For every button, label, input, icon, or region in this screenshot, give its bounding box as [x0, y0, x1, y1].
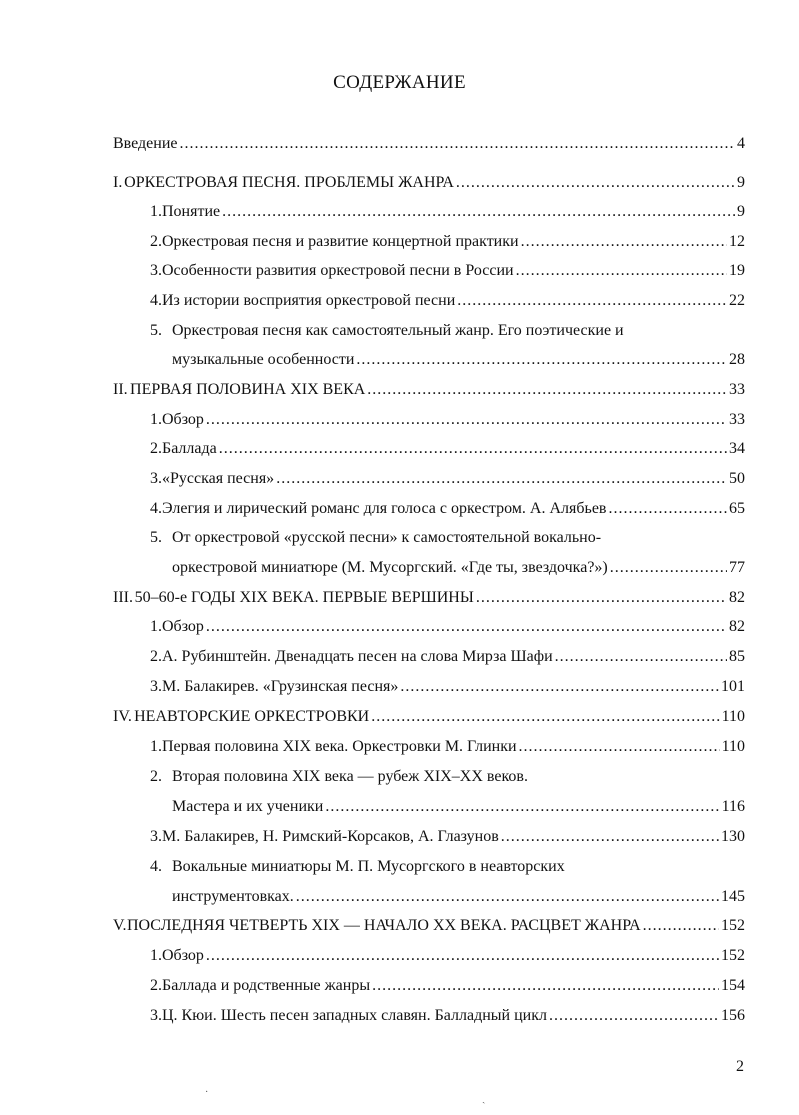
- toc-label: Оркестровая песня как самостоятельный жанр. Его поэтические и: [172, 322, 624, 339]
- chapter-number: V.: [113, 917, 127, 934]
- toc-page-number: 12: [729, 233, 745, 250]
- toc-label: Понятие: [162, 203, 221, 220]
- toc-item: [150, 826, 745, 848]
- item-number: 4.: [150, 292, 162, 309]
- toc-item: [150, 290, 745, 312]
- dot-leader: [608, 498, 727, 520]
- toc-page-number: 82: [729, 618, 745, 635]
- toc-page-number: 145: [721, 888, 745, 905]
- dot-leader: [476, 587, 727, 609]
- toc-page-number: 65: [729, 500, 745, 517]
- toc-page-number: 34: [729, 440, 745, 457]
- toc-page-number: 152: [721, 947, 745, 964]
- dot-leader: [400, 676, 719, 698]
- dot-leader: [516, 260, 727, 282]
- toc-item: [150, 438, 745, 460]
- toc-item: [150, 766, 745, 788]
- toc-label: ПЕРВАЯ ПОЛОВИНА XIX ВЕКА: [130, 381, 366, 398]
- dot-leader: [325, 796, 719, 818]
- toc-item: [150, 856, 745, 878]
- item-number: 1.: [150, 203, 162, 220]
- toc-item-continuation: [150, 886, 745, 908]
- dot-leader: [371, 706, 719, 728]
- toc-label: Вторая половина XIX века — рубеж XIX–XX веков.: [172, 768, 528, 785]
- item-number: 2.: [150, 977, 162, 994]
- toc-label: Элегия и лирический романс для голоса с оркестром. А. Алябьев: [162, 500, 607, 517]
- toc-label: Оркестровая песня и развитие концертной практики: [162, 233, 519, 250]
- toc-item: [150, 498, 745, 520]
- dot-leader: [457, 290, 727, 312]
- toc-chapter-5: [113, 915, 745, 937]
- dot-leader: [521, 231, 727, 253]
- dot-leader: [206, 409, 727, 431]
- chapter-number: III.: [113, 589, 133, 606]
- item-number: 1.: [150, 411, 162, 428]
- toc-page-number: 110: [721, 738, 745, 755]
- toc-chapter-4: [113, 706, 745, 728]
- dot-leader: [219, 438, 727, 460]
- dot-leader: [519, 736, 720, 758]
- item-number: 1.: [150, 947, 162, 964]
- toc-label: ПОСЛЕДНЯЯ ЧЕТВЕРТЬ XIX — НАЧАЛО XX ВЕКА. РАСЦВЕТ ЖАНРА: [127, 917, 641, 934]
- toc-page-number: 101: [721, 678, 745, 695]
- toc-item: [150, 736, 745, 758]
- dot-leader: [206, 945, 719, 967]
- dot-leader: [296, 886, 719, 908]
- toc-label: 50–60-е ГОДЫ XIX ВЕКА. ПЕРВЫЕ ВЕРШИНЫ: [134, 589, 474, 606]
- toc-label: Вокальные миниатюры М. П. Мусоргского в неавторских: [172, 858, 565, 875]
- toc-item: [150, 201, 745, 223]
- toc-label: Введение: [113, 135, 178, 152]
- toc-page-number: 28: [729, 351, 745, 368]
- item-number: 3.: [150, 678, 162, 695]
- dot-leader: [643, 915, 719, 937]
- toc-item-continuation: [150, 796, 745, 818]
- toc-page-number: 33: [729, 381, 745, 398]
- item-number: 1.: [150, 618, 162, 635]
- toc-page-number: 9: [737, 203, 745, 220]
- item-number: 4.: [150, 858, 162, 875]
- scan-speck: ·: [205, 1087, 209, 1098]
- toc-label: Баллада и родственные жанры: [162, 977, 371, 994]
- toc-page-number: 154: [721, 977, 745, 994]
- item-number: 3.: [150, 1007, 162, 1024]
- toc-label: Баллада: [162, 440, 217, 457]
- toc-page-number: 130: [721, 828, 745, 845]
- toc-label: оркестровой миниатюре (М. Мусоргский. «Где ты, звездочка?»): [172, 559, 608, 576]
- dot-leader: [549, 1005, 719, 1027]
- toc-page-number: 9: [737, 174, 745, 191]
- toc-page-number: 152: [721, 917, 745, 934]
- dot-leader: [367, 379, 727, 401]
- toc-label: «Русская песня»: [162, 470, 275, 487]
- toc-item: [150, 260, 745, 282]
- dot-leader: [501, 826, 719, 848]
- toc-item: [150, 1005, 745, 1027]
- toc-label: инструментовках.: [172, 888, 294, 905]
- toc-item: [150, 320, 745, 342]
- toc-page-number: 33: [729, 411, 745, 428]
- item-number: 1.: [150, 738, 162, 755]
- toc-label: М. Балакирев, Н. Римский-Корсаков, А. Глазунов: [162, 828, 499, 845]
- toc-label: Первая половина XIX века. Оркестровки М. Глинки: [162, 738, 517, 755]
- toc-label: Особенности развития оркестровой песни в России: [162, 262, 514, 279]
- toc-page-number: 82: [729, 589, 745, 606]
- dot-leader: [180, 133, 736, 155]
- item-number: 3.: [150, 262, 162, 279]
- toc-page-number: 116: [721, 798, 745, 815]
- toc-item: [150, 527, 745, 549]
- item-number: 5.: [150, 322, 162, 339]
- item-number: 3.: [150, 470, 162, 487]
- toc-label: ОРКЕСТРОВАЯ ПЕСНЯ. ПРОБЛЕМЫ ЖАНРА: [124, 174, 454, 191]
- item-number: 2.: [150, 648, 162, 665]
- toc-label: А. Рубинштейн. Двенадцать песен на слова Мирза Шафи: [162, 648, 553, 665]
- item-number: 4.: [150, 500, 162, 517]
- toc-page-number: 50: [729, 470, 745, 487]
- toc-item: [150, 231, 745, 253]
- item-number: 2.: [150, 233, 162, 250]
- toc-item: [150, 975, 745, 997]
- page-title: СОДЕРЖАНИЕ: [333, 72, 466, 93]
- dot-leader: [222, 201, 735, 223]
- dot-leader: [610, 557, 727, 579]
- toc-item: [150, 409, 745, 431]
- toc-item-continuation: [150, 349, 745, 371]
- page-number: 2: [736, 1058, 744, 1075]
- toc-item: [150, 616, 745, 638]
- toc-label: Ц. Кюи. Шесть песен западных славян. Балладный цикл: [162, 1007, 547, 1024]
- toc-label: От оркестровой «русской песни» к самостоятельной вокально-: [172, 529, 602, 546]
- toc-item: [150, 945, 745, 967]
- toc-chapter-2: [113, 379, 745, 401]
- toc-item-continuation: [150, 557, 745, 579]
- toc-label: М. Балакирев. «Грузинская песня»: [162, 678, 399, 695]
- dot-leader: [456, 172, 735, 194]
- item-number: 2.: [150, 440, 162, 457]
- toc-page-number: 4: [737, 135, 745, 152]
- toc-label: Обзор: [162, 411, 204, 428]
- toc-entry-intro: [113, 133, 745, 155]
- toc-label: Обзор: [162, 618, 204, 635]
- toc-label: Мастера и их ученики: [172, 798, 324, 815]
- toc-page-number: 22: [729, 292, 745, 309]
- dot-leader: [356, 349, 727, 371]
- dot-leader: [372, 975, 719, 997]
- toc-label: НЕАВТОРСКИЕ ОРКЕСТРОВКИ: [134, 708, 370, 725]
- toc-chapter-3: [113, 587, 745, 609]
- toc-chapter-1: [113, 172, 745, 194]
- toc-item: [150, 468, 745, 490]
- toc-item: [150, 646, 745, 668]
- item-number: 3.: [150, 828, 162, 845]
- item-number: 5.: [150, 529, 162, 546]
- chapter-number: II.: [113, 381, 128, 398]
- toc-label: Из истории восприятия оркестровой песни: [162, 292, 456, 309]
- scan-speck: ˎ: [482, 1093, 486, 1104]
- dot-leader: [276, 468, 727, 490]
- toc-page-number: 110: [721, 708, 745, 725]
- dot-leader: [555, 646, 727, 668]
- dot-leader: [206, 616, 727, 638]
- toc-item: [150, 676, 745, 698]
- toc-page-number: 19: [729, 262, 745, 279]
- toc-label: музыкальные особенности: [172, 351, 355, 368]
- toc-page-number: 85: [729, 648, 745, 665]
- chapter-number: I.: [113, 174, 123, 191]
- chapter-number: IV.: [113, 708, 132, 725]
- toc-page-number: 77: [729, 559, 745, 576]
- toc-label: Обзор: [162, 947, 204, 964]
- toc-page-number: 156: [721, 1007, 745, 1024]
- item-number: 2.: [150, 768, 162, 785]
